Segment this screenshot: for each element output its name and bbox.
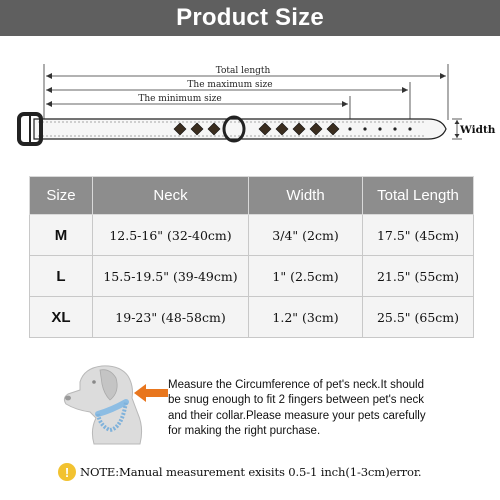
- table-header-row: [30, 177, 474, 215]
- width-cell: 3/4" (2cm): [249, 215, 363, 256]
- dog-head-icon: [60, 356, 180, 448]
- size-table-grid: [29, 176, 474, 338]
- width-label: Width: [460, 124, 496, 136]
- total-length-label: Total length: [215, 66, 271, 76]
- neck-cell: 12.5-16" (32-40cm): [93, 215, 249, 256]
- width-dimension: [452, 119, 496, 139]
- error-note: [58, 461, 421, 483]
- measurement-instructions: [168, 378, 468, 440]
- neck-cell: 19-23" (48-58cm): [93, 297, 249, 338]
- column-header-size: Size: [30, 177, 93, 215]
- total-length-cell: 17.5" (45cm): [363, 215, 474, 256]
- arrow-icon: [134, 384, 168, 402]
- width-cell: 1" (2.5cm): [249, 256, 363, 297]
- title-banner: [0, 0, 500, 36]
- size-cell: L: [30, 256, 93, 297]
- maximum-size-label: The maximum size: [187, 80, 273, 90]
- column-header-neck: Neck: [93, 177, 249, 215]
- minimum-size-dimension: [46, 94, 350, 120]
- total-length-cell: 21.5" (55cm): [363, 256, 474, 297]
- column-header-total-length: Total Length: [363, 177, 474, 215]
- instruction-line: Measure the Circumference of pet's neck.It should: [168, 379, 424, 391]
- table-row: [30, 256, 474, 297]
- collar-diagram-svg: [0, 56, 500, 156]
- table-row: [30, 215, 474, 256]
- collar-strap: [34, 119, 446, 139]
- instruction-line: and their collar.Please measure your pets carefully: [168, 409, 426, 422]
- column-header-width: Width: [249, 177, 363, 215]
- size-table: [29, 176, 473, 338]
- dog-neck-illustration: [60, 356, 180, 448]
- neck-cell: 15.5-19.5" (39-49cm): [93, 256, 249, 297]
- table-row: [30, 297, 474, 338]
- total-length-cell: 25.5" (65cm): [363, 297, 474, 338]
- warning-icon: !: [58, 463, 76, 481]
- page-title: Product Size: [176, 4, 324, 31]
- size-cell: M: [30, 215, 93, 256]
- collar-diagram: [0, 56, 500, 156]
- instruction-line: for making the right purchase.: [168, 425, 321, 438]
- total-length-dimension: [44, 64, 448, 120]
- note-text: NOTE:Manual measurement exisits 0.5-1 inch(1-3cm)error.: [80, 465, 422, 479]
- width-cell: 1.2" (3cm): [249, 297, 363, 338]
- instruction-line: be snug enough to fit 2 fingers between pet's neck: [168, 394, 425, 407]
- size-cell: XL: [30, 297, 93, 338]
- minimum-size-label: The minimum size: [138, 94, 222, 104]
- maximum-size-dimension: [46, 80, 410, 120]
